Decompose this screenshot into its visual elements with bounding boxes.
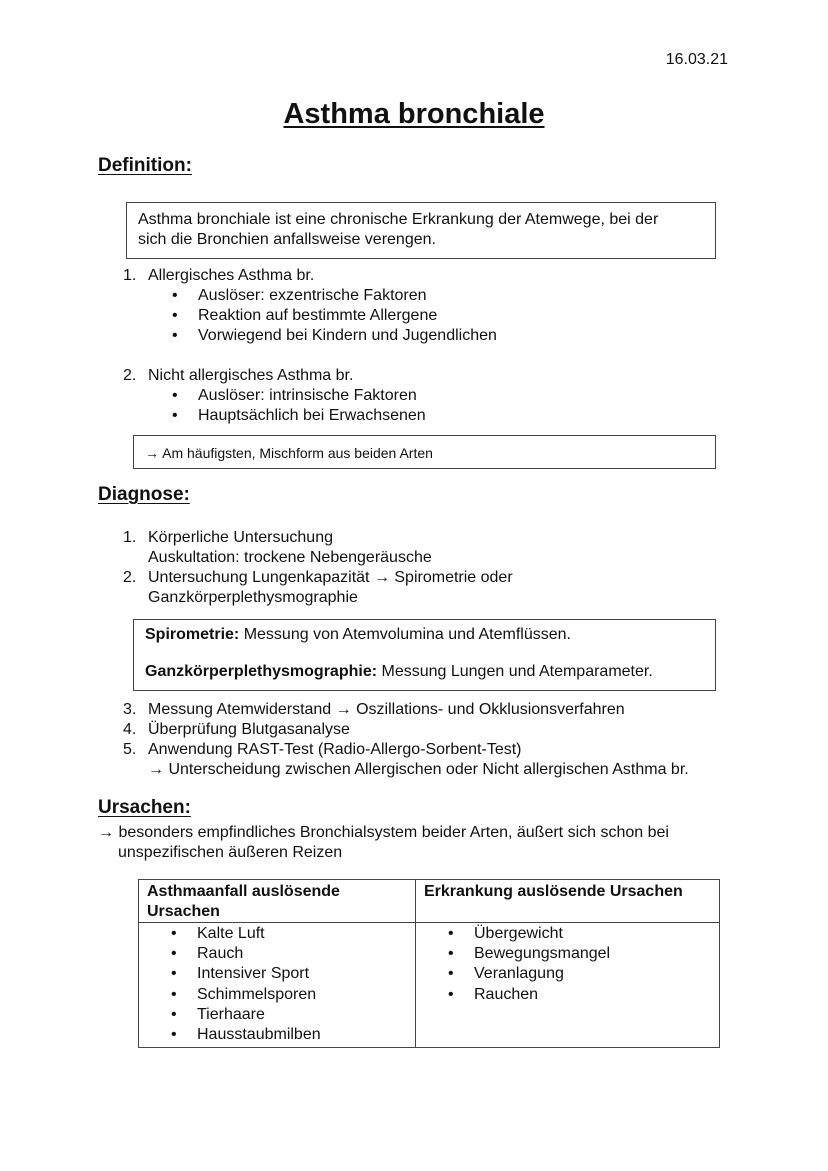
ursachen-intro-line-2: unspezifischen äußeren Reizen	[118, 844, 343, 861]
table-header-cell	[416, 880, 720, 923]
list-item: • Bewegungsmangel	[448, 945, 611, 963]
list-item: • Veranlagung	[448, 965, 564, 983]
diagnose-heading: Diagnose:	[98, 484, 190, 505]
table-header-col1: Asthmaanfall auslösende Ursachen	[147, 883, 340, 920]
type-1-label: Allergisches Asthma br.	[148, 267, 315, 284]
type-1	[123, 266, 497, 346]
list-item: • Rauch	[171, 945, 244, 963]
list-item: • Übergewicht	[448, 925, 563, 942]
list-item: • Hausstaubmilben	[171, 1026, 321, 1044]
table-cell-col1	[139, 923, 416, 1048]
type-2-bullet: • Hauptsächlich bei Erwachsenen	[172, 407, 426, 424]
diagnose-1-text: Körperliche Untersuchung	[148, 529, 333, 546]
list-item: • Tierhaare	[171, 1005, 265, 1023]
diagnose-2-number: 2.	[123, 569, 137, 586]
diagnose-4-text: Überprüfung Blutgasanalyse	[148, 721, 350, 738]
type-2-number: 2.	[123, 367, 137, 384]
definition-text-line-2: sich die Bronchien anfallsweise verengen.	[138, 231, 436, 248]
ursachen-table	[138, 879, 720, 1048]
diagnose-1-detail: Auskultation: trockene Nebengeräusche	[148, 549, 432, 566]
diagnose-4-number: 4.	[123, 721, 137, 738]
diagnose-2-detail: Ganzkörperplethysmographie	[148, 589, 358, 606]
list-item: • Kalte Luft	[171, 925, 265, 942]
diagnose-list-b	[123, 700, 689, 780]
diagnose-3-text: Messung Atemwiderstand → Oszillations- und Okklusionsverfahren	[148, 701, 625, 718]
mixed-form-note: → Am häufigsten, Mischform aus beiden Arten	[145, 445, 433, 461]
diagnose-3-number: 3.	[123, 701, 137, 718]
diagnose-definition-box	[133, 619, 716, 691]
type-1-bullet: • Reaktion auf bestimmte Allergene	[172, 307, 438, 324]
definition-box	[126, 202, 716, 259]
list-item: • Rauchen	[448, 985, 539, 1003]
spirometrie-definition: Spirometrie: Messung von Atemvolumina und Atemflüssen.	[145, 626, 571, 643]
type-2-label: Nicht allergisches Asthma br.	[148, 367, 354, 384]
list-item: • Schimmelsporen	[171, 985, 317, 1003]
type-1-bullet: • Auslöser: exzentrische Faktoren	[172, 287, 427, 304]
diagnose-5-detail: → Unterscheidung zwischen Allergischen oder Nicht allergischen Asthma br.	[148, 761, 689, 778]
definition-text-line-1: Asthma bronchiale ist eine chronische Erkrankung der Atemwege, bei der	[138, 211, 659, 228]
page-title: Asthma bronchiale	[283, 98, 545, 130]
definition-heading: Definition:	[98, 155, 192, 176]
date: 16.03.21	[665, 51, 728, 68]
table-header-cell	[139, 880, 416, 923]
plethysmographie-definition: Ganzkörperplethysmographie: Messung Lungen und Atemparameter.	[145, 663, 653, 680]
diagnose-5-number: 5.	[123, 741, 137, 758]
diagnose-1-number: 1.	[123, 529, 137, 546]
ursachen-heading: Ursachen:	[98, 797, 191, 818]
list-item: • Intensiver Sport	[171, 965, 310, 983]
diagnose-5-text: Anwendung RAST-Test (Radio-Allergo-Sorbent-Test)	[148, 741, 522, 758]
table-cell-col2	[416, 923, 720, 1048]
diagnose-list-a	[123, 528, 513, 608]
type-1-number: 1.	[123, 267, 137, 284]
mixed-form-note-box	[133, 435, 716, 469]
type-1-bullet: • Vorwiegend bei Kindern und Jugendlichen	[172, 327, 497, 344]
type-2-bullet: • Auslöser: intrinsische Faktoren	[172, 387, 417, 404]
ursachen-intro	[98, 823, 669, 863]
table-header-col2: Erkrankung auslösende Ursachen	[424, 883, 683, 900]
diagnose-2-text: Untersuchung Lungenkapazität → Spirometrie oder	[148, 569, 513, 586]
ursachen-intro-line-1: → besonders empfindliches Bronchialsystem beider Arten, äußert sich schon bei	[98, 824, 669, 841]
type-2	[123, 366, 426, 426]
